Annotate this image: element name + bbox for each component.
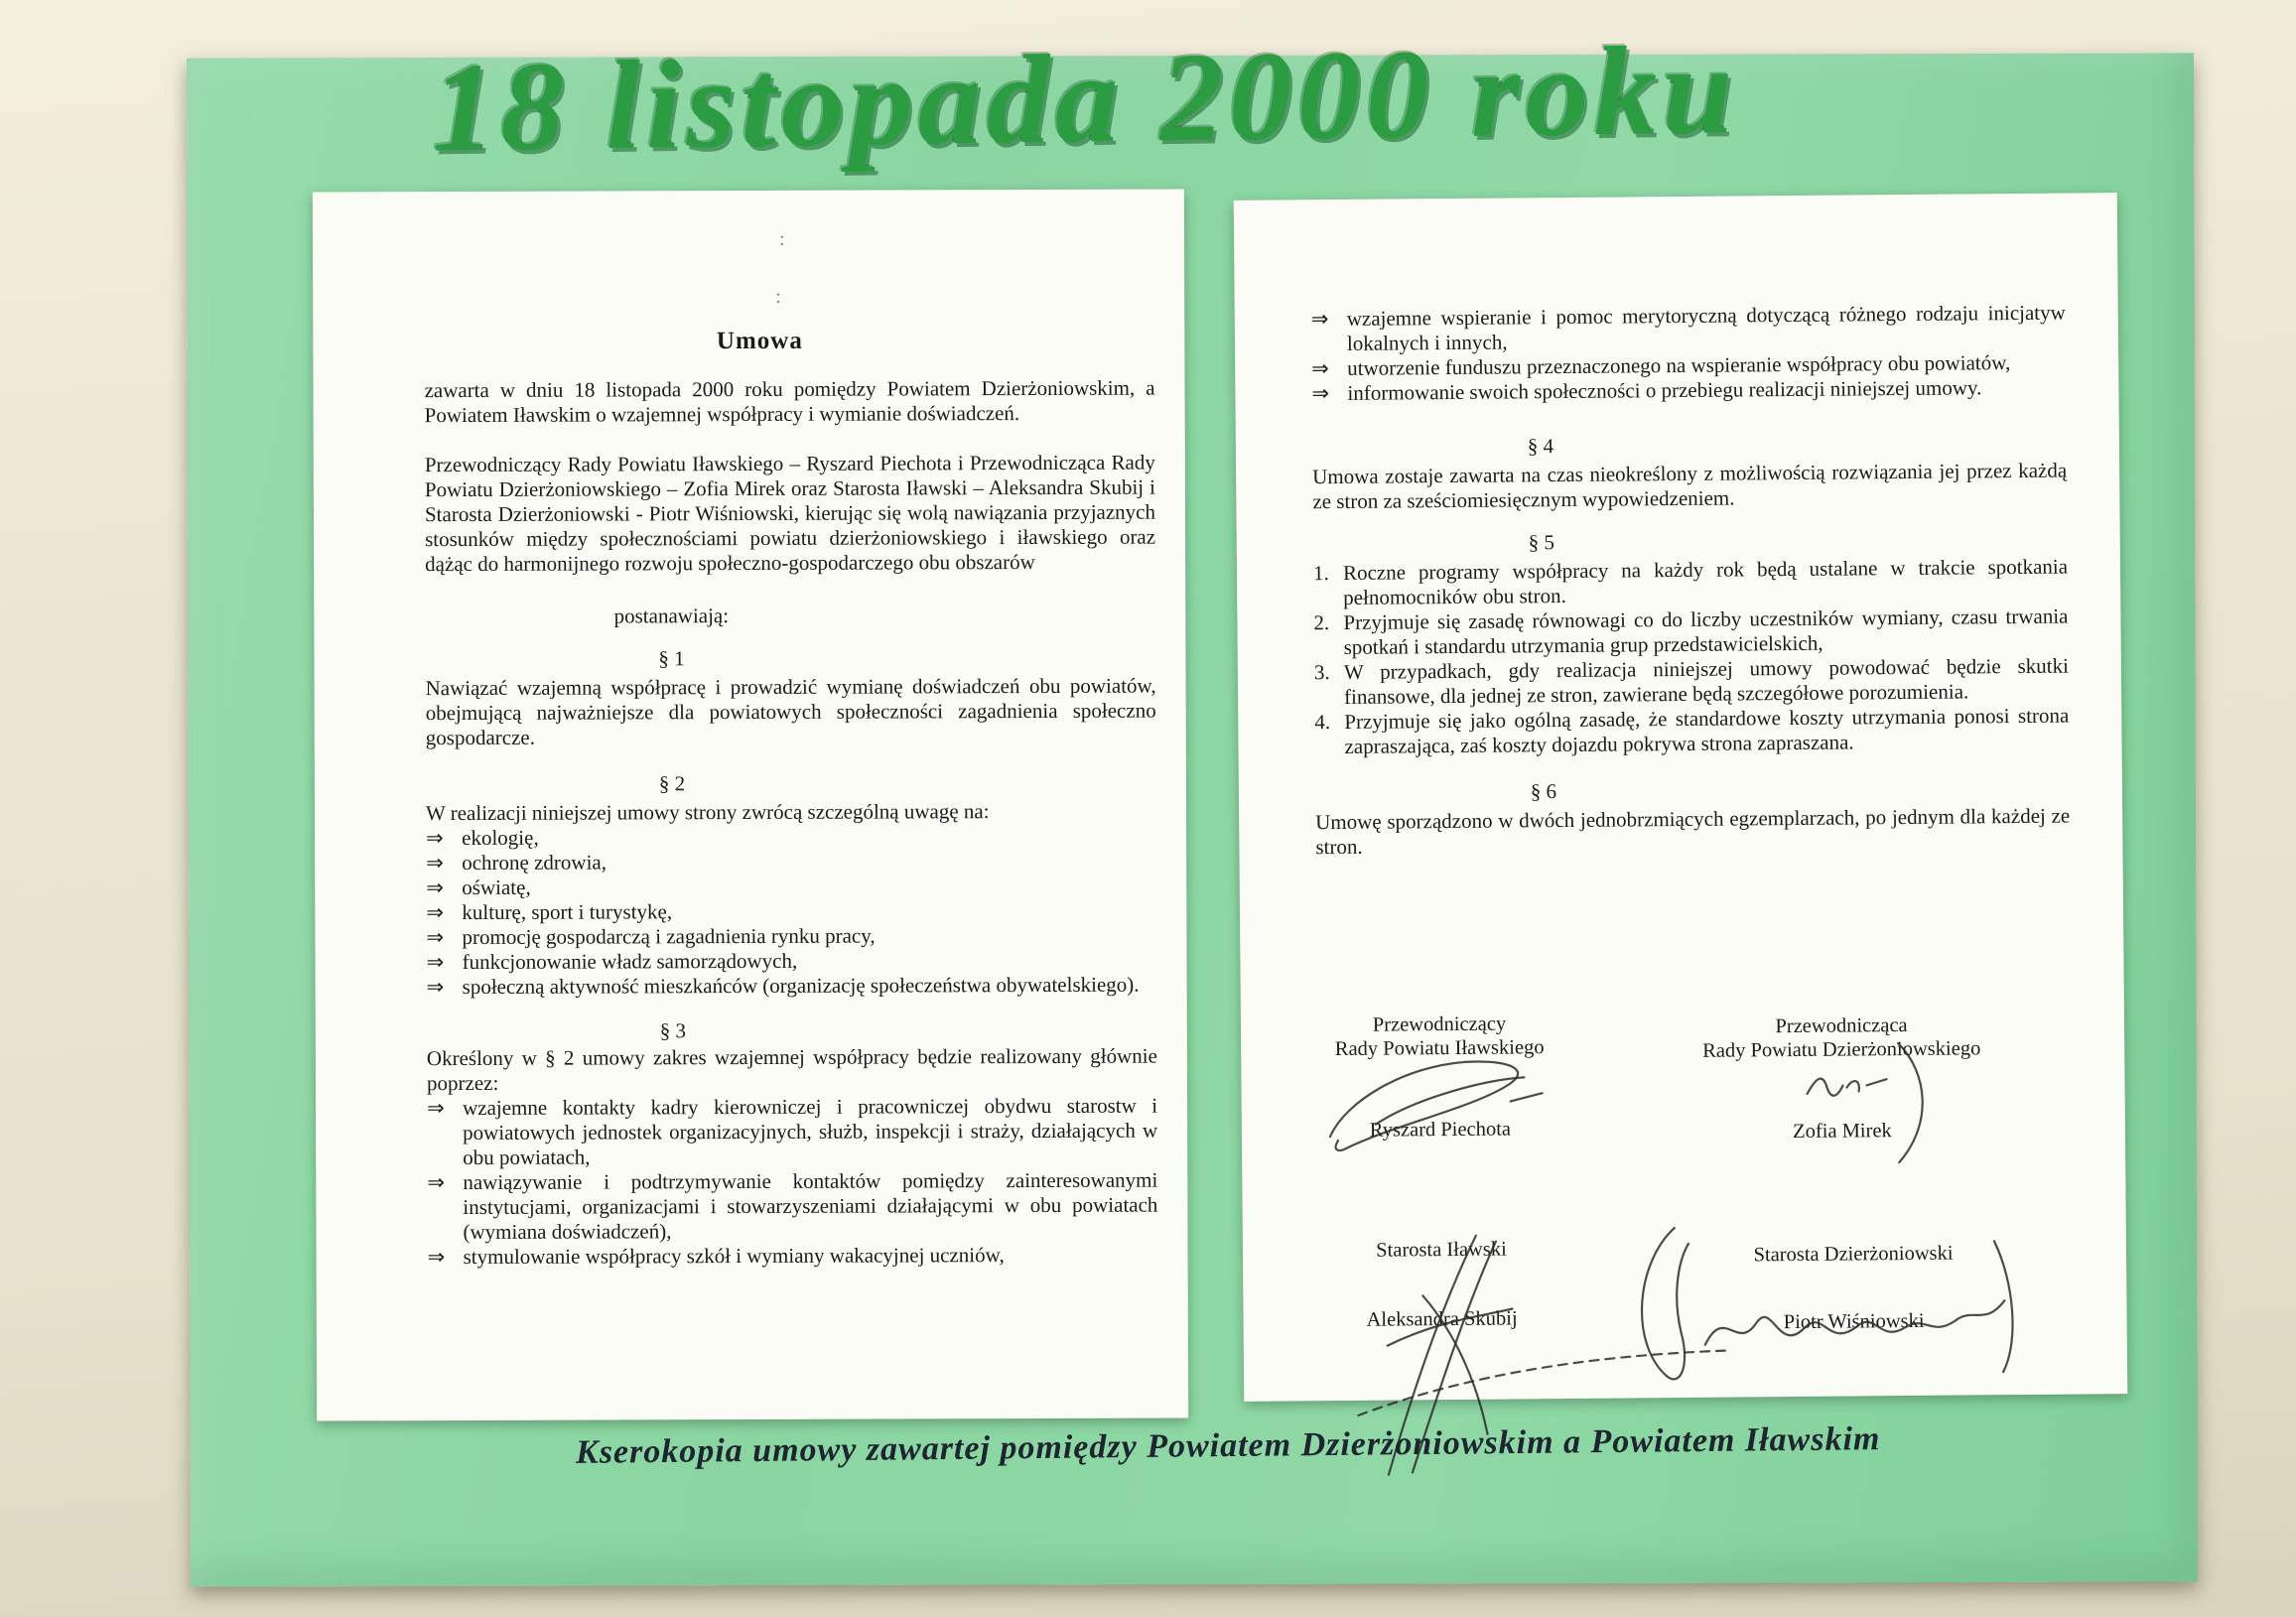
- bullet-text: stymulowanie współpracy szkół i wymiany wakacyjnej uczniów,: [463, 1243, 1005, 1270]
- bullet-text: nawiązywanie i podtrzymywanie kontaktów pomiędzy zainteresowanymi instytucjami, organizacjami i stowarzyszeniami działającymi w obu powiatach (wymiana doświadczeń),: [463, 1167, 1158, 1245]
- signature-role: Rady Powiatu Iławskiego: [1334, 1036, 1545, 1061]
- arrow-bullet-icon: ⇒: [426, 826, 444, 851]
- signature-block-chairwoman-dzierzoniow: [1658, 1012, 2026, 1145]
- handwritten-photo-caption: Kserokopia umowy zawartej pomiędzy Powiatem Dzierżoniowskim a Powiatem Iławskim: [575, 1420, 1881, 1471]
- list-item: [426, 874, 1156, 901]
- bullet-text: utworzenie funduszu przeznaczonego na wspieranie współpracy obu powiatów,: [1347, 350, 2011, 380]
- arrow-bullet-icon: ⇒: [427, 1245, 446, 1270]
- item-text: Roczne programy współpracy na każdy rok będą ustalane w trakcie spotkania pełnomocników obu stron.: [1342, 554, 2069, 609]
- contract-page-1: [313, 189, 1188, 1420]
- item-number: 1.: [1312, 561, 1329, 586]
- signature-name: Aleksandra Skubij: [1366, 1307, 1518, 1331]
- list-item: [1314, 704, 2069, 760]
- parties-paragraph: Przewodniczący Rady Powiatu Iławskiego – Ryszard Piechota i Przewodnicząca Rady Powiatu Dzierżoniowskiego – Zofia Mirek oraz Starosta Iławski – Aleksandra Skubij i Starosta Dzierżoniowski - Piotr Wiśniowski, kierując się wolą nawiązania przyjaznych stosunków między społecznościami powiatu dzierżoniowskiego i iławskiego oraz dążąc do harmonijnego rozwoju społeczno-gospodarczego obu obszarów: [424, 450, 1156, 577]
- signature-block-chairman-ilawa: [1285, 1011, 1594, 1144]
- bullet-text: ochronę zdrowia,: [462, 850, 608, 876]
- bullet-text: ekologię,: [462, 825, 539, 851]
- arrow-bullet-icon: ⇒: [426, 925, 445, 950]
- scan-artifact: :: [775, 285, 781, 308]
- arrow-bullet-icon: ⇒: [1311, 356, 1329, 381]
- list-item: [426, 824, 1156, 852]
- signature-role: Starosta Iławski: [1376, 1238, 1507, 1262]
- arrow-bullet-icon: ⇒: [426, 876, 444, 900]
- signature-block-starost-ilawa: [1287, 1237, 1596, 1333]
- list-item: [1314, 654, 2069, 711]
- section-5-heading: § 5: [1528, 530, 1554, 555]
- section-3-heading: § 3: [659, 1018, 686, 1043]
- item-number: 4.: [1314, 710, 1331, 735]
- signature-block-starost-dzierzoniow: [1685, 1241, 2023, 1335]
- item-number: 2.: [1313, 610, 1330, 635]
- item-text: Przyjmuje się zasadę równowagi co do liczby uczestników wymiany, czasu trwania spotkań i standardu utrzymania grup przedstawicielskich,: [1343, 604, 2069, 659]
- contract-page-2: [1234, 193, 2128, 1402]
- arrow-bullet-icon: ⇒: [427, 1096, 445, 1121]
- list-item: [426, 923, 1156, 951]
- section-1-body: Nawiązać wzajemną współpracę i prowadzić wymianę doświadczeń obu powiatów, obejmującą najważniejsze dla powiatowych społeczności zagadnienia społeczno gospodarcze.: [425, 673, 1156, 750]
- section-4-heading: § 4: [1527, 434, 1554, 459]
- handwritten-date-heading: 18 listopada 2000 roku: [431, 19, 1739, 179]
- bullet-text: społeczną aktywność mieszkańców (organizację społeczeństwa obywatelskiego).: [462, 972, 1140, 1000]
- list-item: [1313, 605, 2068, 661]
- signature-role: Przewodnicząca: [1775, 1014, 1908, 1038]
- arrow-bullet-icon: ⇒: [426, 975, 445, 1000]
- signature-scribble-wisniowski: [1615, 1201, 2074, 1414]
- bullet-text: kulturę, sport i turystykę,: [462, 899, 673, 925]
- section-3-bullet-list-continued: [1311, 301, 2067, 407]
- section-6-body: Umowę sporządzono w dwóch jednobrzmiących egzemplarzach, po jednym dla każdej ze stron.: [1315, 803, 2071, 860]
- bullet-text: informowanie swoich społeczności o przebiegu realizacji niniejszej umowy.: [1347, 375, 1982, 405]
- signature-name: Ryszard Piechota: [1369, 1118, 1512, 1142]
- item-number: 3.: [1313, 660, 1330, 685]
- section-2-bullet-list: [426, 824, 1157, 1001]
- list-item: [427, 1168, 1157, 1246]
- section-4-body: Umowa zostaje zawarta na czas nieokreślony z możliwością rozwiązania jej przez każdą ze stron za sześciomiesięcznym wypowiedzeniem.: [1312, 458, 2068, 514]
- arrow-bullet-icon: ⇒: [426, 851, 444, 876]
- list-item: [426, 898, 1156, 926]
- list-item: [1313, 555, 2068, 611]
- section-2-heading: § 2: [658, 771, 686, 796]
- section-3-bullet-list: [427, 1094, 1158, 1271]
- list-item: [427, 973, 1157, 1001]
- section-3-body: Określony w § 2 umowy zakres wzajemnej współpracy będzie realizowany głównie poprzez:: [426, 1043, 1157, 1096]
- arrow-bullet-icon: ⇒: [1311, 381, 1330, 406]
- bullet-text: oświatę,: [462, 875, 531, 900]
- list-item: [1311, 375, 2066, 407]
- scan-artifact: :: [778, 227, 785, 250]
- item-text: Przyjmuje się jako ogólną zasadę, że standardowe koszty utrzymania ponosi strona zapraszająca, zaś koszty dojazdu pokrywa strona zapraszana.: [1344, 703, 2070, 758]
- item-text: W przypadkach, gdy realizacja niniejszej umowy powodować będzie skutki finansowe, dla jednej ze stron, zawierane będą szczegółowe porozumienia.: [1343, 653, 2069, 709]
- section-6-heading: § 6: [1530, 779, 1557, 804]
- bullet-text: funkcjonowanie władz samorządowych,: [462, 948, 798, 975]
- list-item: [426, 849, 1156, 876]
- arrow-bullet-icon: ⇒: [1310, 307, 1329, 332]
- list-item: [427, 948, 1157, 976]
- arrow-bullet-icon: ⇒: [426, 950, 445, 975]
- signature-role: Starosta Dzierżoniowski: [1753, 1242, 1954, 1267]
- signature-role: Przewodniczący: [1372, 1012, 1507, 1036]
- list-item: [427, 1094, 1157, 1171]
- section-1-heading: § 1: [658, 646, 685, 671]
- bullet-text: wzajemne kontakty kadry kierowniczej i pracowniczej obydwu starostw i powiatowych jednostek organizacyjnych, służb, inspekcji i straży, działających w obu powiatach,: [463, 1093, 1158, 1170]
- signature-role: Rady Powiatu Dzierżoniowskiego: [1702, 1037, 1981, 1062]
- section-5-numbered-list: [1313, 555, 2070, 760]
- bullet-text: wzajemne wspieranie i pomoc merytoryczną dotyczącą różnego rodzaju inicjatyw lokalnych i innych,: [1346, 300, 2066, 355]
- signature-name: Zofia Mirek: [1793, 1120, 1892, 1144]
- list-item: [1311, 301, 2066, 357]
- contract-title: Umowa: [716, 327, 803, 355]
- signature-name: Piotr Wiśniowski: [1783, 1309, 1925, 1334]
- list-item: [428, 1243, 1158, 1271]
- bullet-text: promocję gospodarczą i zagadnienia rynku pracy,: [462, 923, 876, 950]
- intro-paragraph: zawarta w dniu 18 listopada 2000 roku pomiędzy Powiatem Dzierżoniowskim, a Powiatem Iławskim o wzajemnej współpracy i wymianie doświadczeń.: [424, 375, 1155, 428]
- resolution-line: postanawiają:: [613, 604, 730, 628]
- section-2-body: W realizacji niniejszej umowy strony zwrócą szczególną uwagę na:: [425, 799, 990, 826]
- arrow-bullet-icon: ⇒: [426, 900, 445, 925]
- arrow-bullet-icon: ⇒: [427, 1170, 445, 1195]
